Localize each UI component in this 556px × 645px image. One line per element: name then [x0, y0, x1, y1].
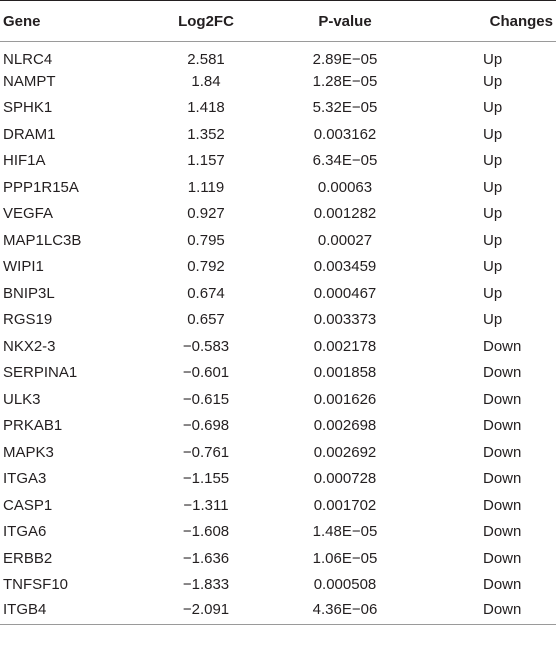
cell-gene: ULK3	[3, 390, 41, 408]
cell-changes: Up	[483, 50, 503, 68]
cell-gene: NKX2-3	[3, 337, 56, 355]
cell-gene: NLRC4	[3, 50, 53, 68]
cell-p-value: 6.34E−05	[312, 152, 378, 170]
cell-gene: RGS19	[3, 311, 53, 329]
cell-changes: Down	[483, 337, 522, 355]
cell-p-value: 4.36E−06	[312, 600, 378, 618]
cell-p-value: 0.002692	[313, 443, 377, 461]
cell-changes: Down	[483, 364, 522, 382]
table-row	[0, 413, 556, 440]
table-row	[0, 333, 556, 360]
table-row	[0, 174, 556, 201]
cell-changes: Up	[483, 284, 503, 302]
cell-log2fc: 0.674	[187, 284, 225, 302]
table-row	[0, 519, 556, 546]
cell-log2fc: −0.583	[182, 337, 230, 355]
cell-gene: ERBB2	[3, 549, 53, 567]
cell-gene: ITGB4	[3, 600, 47, 618]
cell-log2fc: −0.761	[182, 443, 230, 461]
cell-gene: NAMPT	[3, 72, 56, 90]
table-row	[0, 280, 556, 307]
cell-changes: Up	[483, 72, 503, 90]
cell-changes: Up	[483, 125, 503, 143]
cell-log2fc: 0.792	[187, 258, 225, 276]
cell-gene: SERPINA1	[3, 364, 78, 382]
header-changes: Changes	[489, 12, 553, 30]
cell-gene: WIPI1	[3, 258, 44, 276]
table-row	[0, 598, 556, 625]
cell-changes: Down	[483, 496, 522, 514]
cell-gene: PRKAB1	[3, 417, 63, 435]
cell-changes: Up	[483, 152, 503, 170]
table-row	[0, 201, 556, 228]
cell-log2fc: 0.795	[187, 231, 225, 249]
cell-p-value: 1.28E−05	[312, 72, 378, 90]
cell-p-value: 0.002698	[313, 417, 377, 435]
cell-changes: Down	[483, 576, 522, 594]
cell-gene: ITGA3	[3, 470, 47, 488]
table-row	[0, 148, 556, 175]
cell-log2fc: −1.311	[183, 496, 229, 514]
cell-log2fc: 1.418	[187, 99, 225, 117]
table-row	[0, 121, 556, 148]
header-row	[0, 1, 556, 42]
cell-gene: MAPK3	[3, 443, 54, 461]
cell-log2fc: 1.119	[187, 178, 225, 196]
table-row	[0, 254, 556, 281]
table-row	[0, 307, 556, 334]
cell-p-value: 0.001702	[313, 496, 377, 514]
table-row	[0, 95, 556, 122]
cell-gene: TNFSF10	[3, 576, 69, 594]
header-gene: Gene	[3, 12, 41, 30]
table-row	[0, 545, 556, 572]
cell-log2fc: −0.698	[182, 417, 230, 435]
cell-p-value: 0.000728	[313, 470, 377, 488]
table-body	[0, 42, 556, 625]
cell-p-value: 0.001282	[313, 205, 377, 223]
cell-log2fc: 0.927	[187, 205, 225, 223]
cell-gene: CASP1	[3, 496, 53, 514]
cell-gene: MAP1LC3B	[3, 231, 82, 249]
cell-p-value: 0.001858	[313, 364, 377, 382]
cell-gene: HIF1A	[3, 152, 46, 170]
cell-changes: Down	[483, 549, 522, 567]
cell-gene: PPP1R15A	[3, 178, 79, 196]
cell-changes: Down	[483, 417, 522, 435]
cell-log2fc: −2.091	[182, 600, 230, 618]
table-header	[0, 1, 556, 42]
cell-p-value: 1.06E−05	[312, 549, 378, 567]
cell-changes: Up	[483, 231, 503, 249]
cell-log2fc: 1.84	[191, 72, 221, 90]
cell-changes: Up	[483, 178, 503, 196]
cell-log2fc: −0.615	[182, 390, 230, 408]
cell-log2fc: −1.833	[182, 576, 230, 594]
cell-p-value: 0.003373	[313, 311, 377, 329]
table-row	[0, 439, 556, 466]
table-row	[0, 466, 556, 493]
cell-changes: Up	[483, 258, 503, 276]
table-row	[0, 492, 556, 519]
cell-log2fc: 0.657	[187, 311, 225, 329]
cell-changes: Down	[483, 600, 522, 618]
table-row	[0, 572, 556, 599]
cell-changes: Up	[483, 205, 503, 223]
cell-p-value: 0.003459	[313, 258, 377, 276]
cell-p-value: 0.00027	[317, 231, 373, 249]
cell-changes: Up	[483, 99, 503, 117]
header-p-value: P-value	[318, 12, 372, 30]
cell-log2fc: −1.608	[182, 523, 230, 541]
cell-log2fc: 1.157	[187, 152, 225, 170]
cell-p-value: 0.000508	[313, 576, 377, 594]
cell-p-value: 0.00063	[317, 178, 373, 196]
cell-p-value: 0.002178	[313, 337, 377, 355]
cell-log2fc: −0.601	[182, 364, 230, 382]
cell-log2fc: −1.155	[182, 470, 230, 488]
cell-log2fc: 1.352	[187, 125, 225, 143]
cell-p-value: 0.001626	[313, 390, 377, 408]
cell-gene: ITGA6	[3, 523, 47, 541]
cell-p-value: 0.000467	[313, 284, 377, 302]
table-row	[0, 360, 556, 387]
cell-p-value: 1.48E−05	[312, 523, 378, 541]
table-row	[0, 42, 556, 69]
cell-changes: Down	[483, 443, 522, 461]
table-row	[0, 386, 556, 413]
cell-gene: BNIP3L	[3, 284, 55, 302]
cell-p-value: 2.89E−05	[312, 50, 378, 68]
cell-p-value: 0.003162	[313, 125, 377, 143]
cell-changes: Down	[483, 523, 522, 541]
cell-gene: DRAM1	[3, 125, 56, 143]
table-row	[0, 68, 556, 95]
cell-log2fc: 2.581	[187, 50, 225, 68]
cell-changes: Down	[483, 390, 522, 408]
cell-gene: VEGFA	[3, 205, 54, 223]
header-log2fc: Log2FC	[178, 12, 234, 30]
cell-p-value: 5.32E−05	[312, 99, 378, 117]
cell-changes: Up	[483, 311, 503, 329]
cell-gene: SPHK1	[3, 99, 53, 117]
table-row	[0, 227, 556, 254]
cell-changes: Down	[483, 470, 522, 488]
cell-log2fc: −1.636	[182, 549, 230, 567]
